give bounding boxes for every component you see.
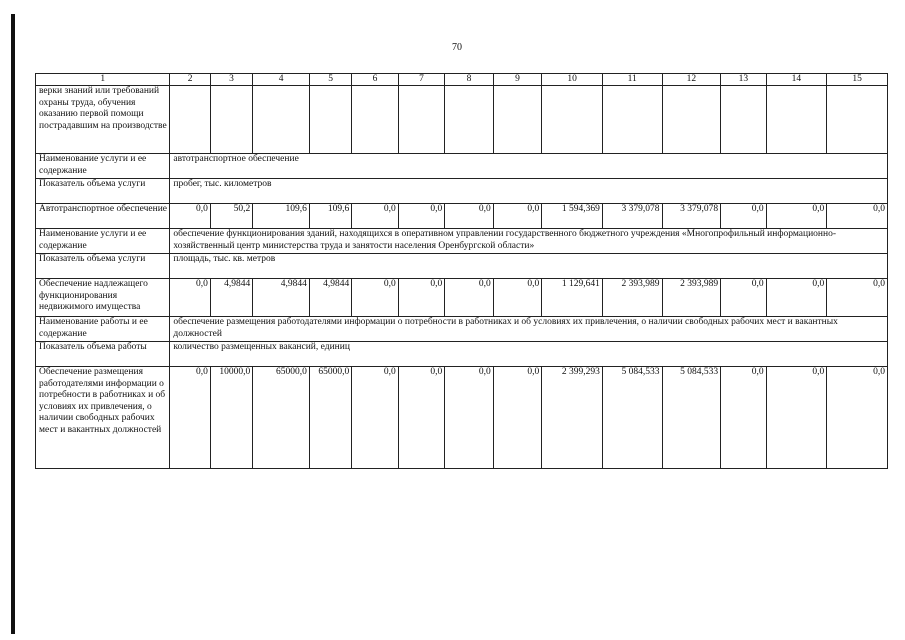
table-cell: 0,0 <box>398 204 444 229</box>
table-cell: 5 084,533 <box>602 367 662 469</box>
table-cell: 2 393,989 <box>662 279 721 317</box>
column-header: 12 <box>662 74 721 86</box>
table-cell: 10000,0 <box>210 367 252 469</box>
merged-content: автотранспортное обеспечение <box>170 154 888 179</box>
column-header: 9 <box>493 74 542 86</box>
row-label: Показатель объема работы <box>36 342 170 367</box>
table-cell <box>170 86 210 154</box>
table-cell: 0,0 <box>445 204 494 229</box>
header-row <box>36 74 888 86</box>
table-cell: 2 393,989 <box>602 279 662 317</box>
table-cell: 3 379,078 <box>602 204 662 229</box>
merged-content: площадь, тыс. кв. метров <box>170 254 888 279</box>
table-cell: 0,0 <box>827 279 888 317</box>
column-header: 4 <box>253 74 310 86</box>
data-row <box>36 367 888 469</box>
column-header: 11 <box>602 74 662 86</box>
binding-bar <box>11 14 15 634</box>
row-label: Обеспечение размещения работодателями информации о потребности в работниках и об условиях их привлечения, о наличии свободных рабочих мест и вакантных должностей <box>36 367 170 469</box>
table-cell <box>253 86 310 154</box>
merged-row <box>36 342 888 367</box>
table-cell: 2 399,293 <box>542 367 603 469</box>
merged-row <box>36 229 888 254</box>
table-cell: 109,6 <box>253 204 310 229</box>
merged-row <box>36 317 888 342</box>
table-cell <box>766 86 827 154</box>
row-label: Показатель объема услуги <box>36 254 170 279</box>
row-label: Автотранспортное обеспечение <box>36 204 170 229</box>
table-cell: 0,0 <box>766 367 827 469</box>
merged-content: обеспечение размещения работодателями информации о потребности в работниках и об условиях их привлечения, о наличии свободных рабочих мест и вакантных должностей <box>170 317 888 342</box>
table-cell: 0,0 <box>352 279 398 317</box>
table-cell: 0,0 <box>721 367 766 469</box>
column-header: 8 <box>445 74 494 86</box>
row-label: Наименование услуги и ее содержание <box>36 229 170 254</box>
table-cell: 0,0 <box>445 279 494 317</box>
table-cell: 0,0 <box>170 204 210 229</box>
table-cell: 0,0 <box>170 279 210 317</box>
table-cell: 0,0 <box>721 204 766 229</box>
data-row <box>36 86 888 154</box>
table-cell <box>398 86 444 154</box>
table-cell <box>445 86 494 154</box>
column-header: 15 <box>827 74 888 86</box>
page-number: 70 <box>452 42 462 53</box>
table-cell <box>662 86 721 154</box>
table-cell <box>309 86 351 154</box>
merged-content: количество размещенных вакансий, единиц <box>170 342 888 367</box>
table-cell: 5 084,533 <box>662 367 721 469</box>
row-label: верки знаний или требований охраны труда, обучения оказанию первой помощи пострадавшим на производстве <box>36 86 170 154</box>
column-header: 6 <box>352 74 398 86</box>
column-header: 1 <box>36 74 170 86</box>
table-cell: 0,0 <box>827 204 888 229</box>
table-cell <box>210 86 252 154</box>
merged-content: обеспечение функционирования зданий, находящихся в оперативном управлении государственного бюджетного учреждения «Многопрофильный информационно-хозяйственный центр министерства труда и занятости населения Оренбургской области» <box>170 229 888 254</box>
table-cell: 4,9844 <box>253 279 310 317</box>
merged-row <box>36 179 888 204</box>
table-cell: 50,2 <box>210 204 252 229</box>
row-label: Наименование работы и ее содержание <box>36 317 170 342</box>
table-cell: 4,9844 <box>309 279 351 317</box>
table-cell <box>827 86 888 154</box>
table-cell <box>542 86 603 154</box>
merged-content: пробег, тыс. километров <box>170 179 888 204</box>
table-cell: 0,0 <box>493 367 542 469</box>
table-cell: 0,0 <box>398 279 444 317</box>
row-label: Показатель объема услуги <box>36 179 170 204</box>
column-header: 13 <box>721 74 766 86</box>
table-cell: 0,0 <box>445 367 494 469</box>
table-cell: 109,6 <box>309 204 351 229</box>
column-header: 5 <box>309 74 351 86</box>
table-cell: 65000,0 <box>253 367 310 469</box>
table-cell: 4,9844 <box>210 279 252 317</box>
table-cell: 65000,0 <box>309 367 351 469</box>
table-cell: 0,0 <box>493 279 542 317</box>
table-cell: 0,0 <box>827 367 888 469</box>
table-cell <box>721 86 766 154</box>
table-cell <box>602 86 662 154</box>
column-header: 7 <box>398 74 444 86</box>
column-header: 10 <box>542 74 603 86</box>
table-cell: 1 594,369 <box>542 204 603 229</box>
table-cell: 0,0 <box>493 204 542 229</box>
table-cell <box>352 86 398 154</box>
merged-row <box>36 154 888 179</box>
budget-table <box>35 73 888 469</box>
table-cell: 0,0 <box>721 279 766 317</box>
table-cell: 0,0 <box>766 204 827 229</box>
table-cell: 0,0 <box>766 279 827 317</box>
table-cell: 0,0 <box>352 204 398 229</box>
data-row <box>36 279 888 317</box>
column-header: 14 <box>766 74 827 86</box>
table-cell: 1 129,641 <box>542 279 603 317</box>
table-cell: 3 379,078 <box>662 204 721 229</box>
table-cell <box>493 86 542 154</box>
data-row <box>36 204 888 229</box>
table-cell: 0,0 <box>352 367 398 469</box>
column-header: 3 <box>210 74 252 86</box>
merged-row <box>36 254 888 279</box>
table-cell: 0,0 <box>398 367 444 469</box>
column-header: 2 <box>170 74 210 86</box>
row-label: Обеспечение надлежащего функционирования недвижимого имущества <box>36 279 170 317</box>
row-label: Наименование услуги и ее содержание <box>36 154 170 179</box>
table-cell: 0,0 <box>170 367 210 469</box>
